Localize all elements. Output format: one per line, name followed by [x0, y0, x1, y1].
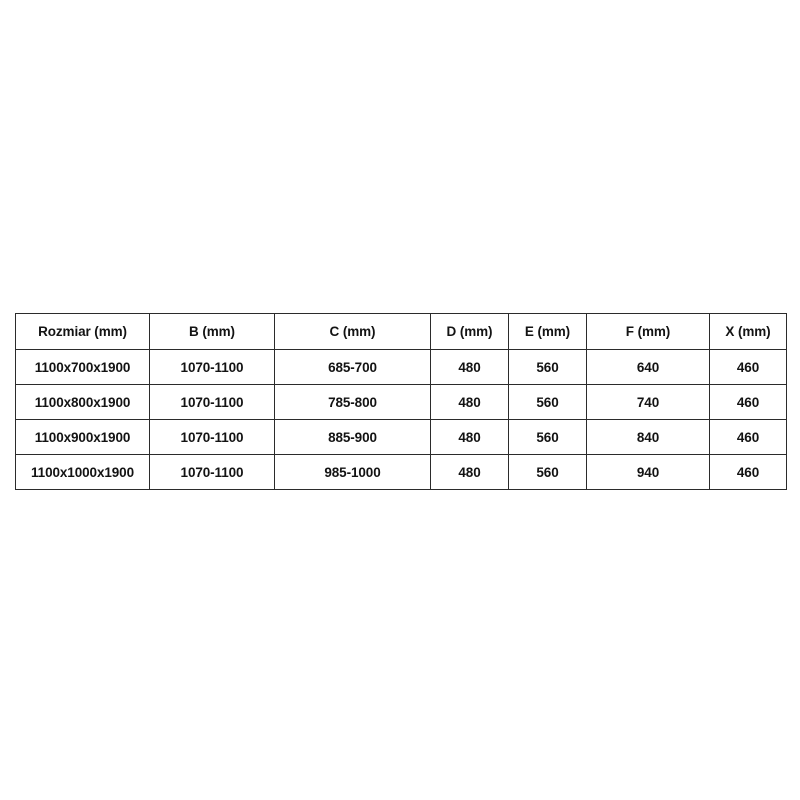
cell-c: 685-700 — [275, 350, 431, 385]
table-row — [16, 420, 787, 455]
cell-f: 740 — [587, 385, 710, 420]
cell-size: 1100x800x1900 — [16, 385, 150, 420]
cell-c: 785-800 — [275, 385, 431, 420]
cell-size: 1100x900x1900 — [16, 420, 150, 455]
cell-b: 1070-1100 — [150, 385, 275, 420]
cell-size: 1100x1000x1900 — [16, 455, 150, 490]
specification-table-container — [15, 313, 786, 490]
cell-b: 1070-1100 — [150, 455, 275, 490]
column-header-c: C (mm) — [275, 314, 431, 350]
column-header-x: X (mm) — [710, 314, 787, 350]
table-row — [16, 455, 787, 490]
cell-e: 560 — [509, 420, 587, 455]
cell-d: 480 — [431, 420, 509, 455]
cell-d: 480 — [431, 455, 509, 490]
table-row — [16, 350, 787, 385]
cell-b: 1070-1100 — [150, 420, 275, 455]
cell-e: 560 — [509, 350, 587, 385]
cell-d: 480 — [431, 385, 509, 420]
column-header-f: F (mm) — [587, 314, 710, 350]
cell-x: 460 — [710, 420, 787, 455]
column-header-b: B (mm) — [150, 314, 275, 350]
cell-e: 560 — [509, 455, 587, 490]
column-header-d: D (mm) — [431, 314, 509, 350]
cell-f: 940 — [587, 455, 710, 490]
table-header-row — [16, 314, 787, 350]
column-header-size: Rozmiar (mm) — [16, 314, 150, 350]
cell-e: 560 — [509, 385, 587, 420]
specification-table — [15, 313, 787, 490]
cell-f: 640 — [587, 350, 710, 385]
cell-x: 460 — [710, 455, 787, 490]
table-row — [16, 385, 787, 420]
cell-c: 885-900 — [275, 420, 431, 455]
cell-size: 1100x700x1900 — [16, 350, 150, 385]
cell-b: 1070-1100 — [150, 350, 275, 385]
cell-x: 460 — [710, 350, 787, 385]
cell-d: 480 — [431, 350, 509, 385]
cell-c: 985-1000 — [275, 455, 431, 490]
cell-f: 840 — [587, 420, 710, 455]
column-header-e: E (mm) — [509, 314, 587, 350]
cell-x: 460 — [710, 385, 787, 420]
